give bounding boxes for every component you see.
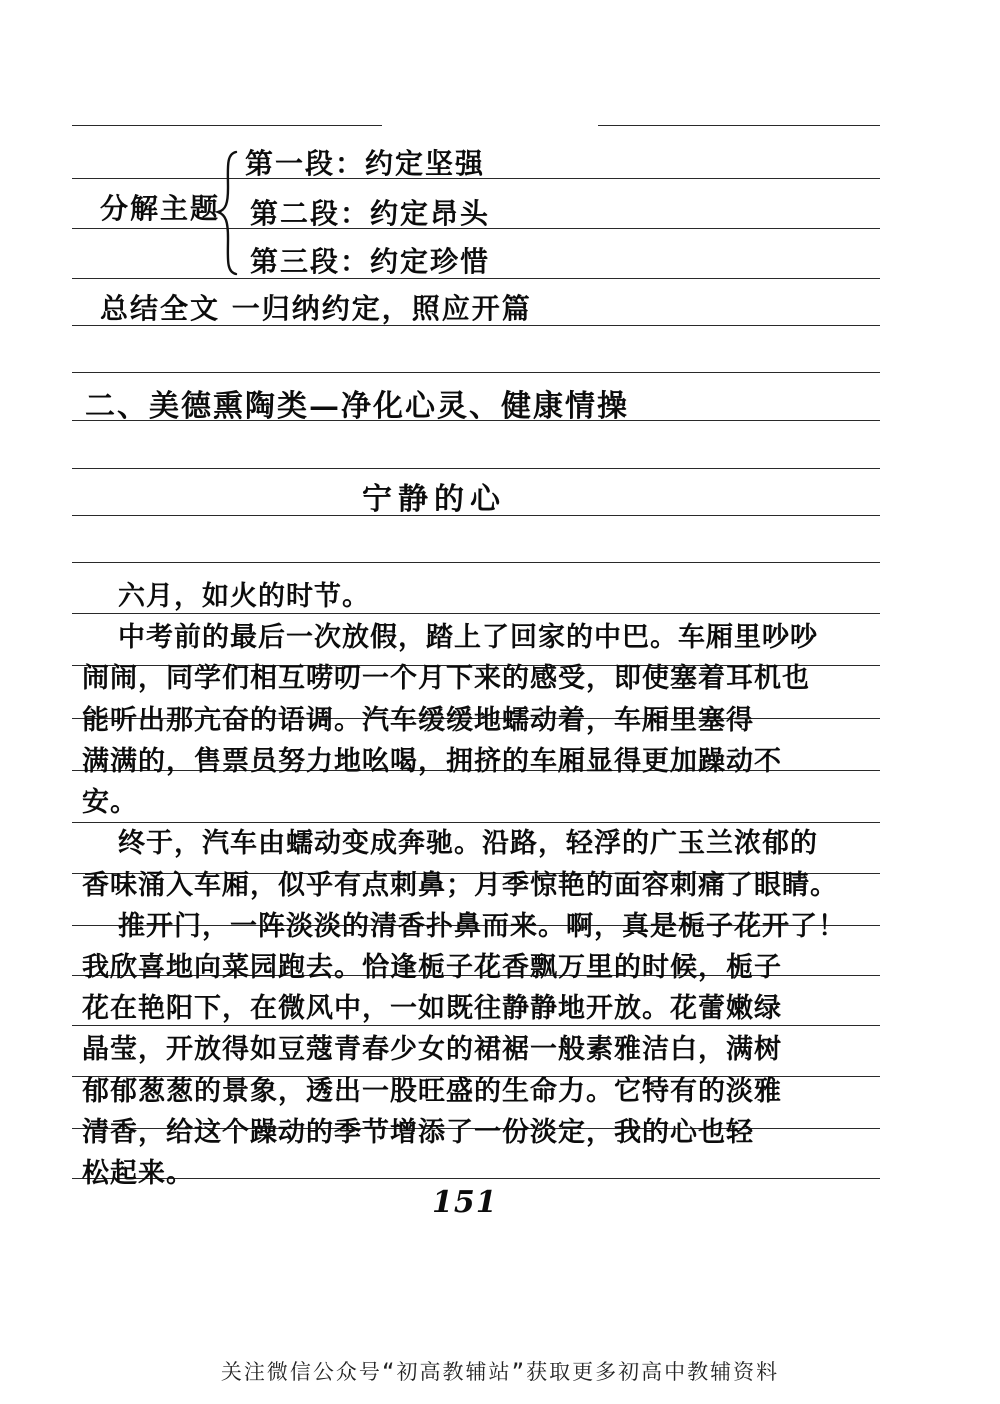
ruled-line bbox=[72, 468, 880, 469]
ruled-line bbox=[72, 822, 880, 823]
essay-line: 松起来。 bbox=[82, 1158, 194, 1189]
essay-line: 终于，汽车由蠕动变成奔驰。沿路，轻浮的广玉兰浓郁的 bbox=[118, 828, 818, 859]
essay-line: 晶莹，开放得如豆蔻青春少女的裙裾一般素雅洁白，满树 bbox=[82, 1034, 782, 1065]
curly-brace-icon bbox=[212, 148, 242, 278]
ruled-line bbox=[72, 125, 382, 126]
essay-line: 闹闹，同学们相互唠叨一个月下来的感受，即使塞着耳机也 bbox=[82, 663, 810, 694]
outline-summary: 总结全文 一归纳约定，照应开篇 bbox=[100, 292, 532, 325]
ruled-line bbox=[72, 278, 880, 279]
outline-branch-1: 第一段：约定坚强 bbox=[245, 147, 486, 180]
footer-note: 关注微信公众号“初高教辅站”获取更多初高中教辅资料 bbox=[220, 1360, 780, 1384]
ruled-line bbox=[72, 562, 880, 563]
essay-line: 六月，如火的时节。 bbox=[118, 581, 370, 612]
ruled-line bbox=[598, 125, 880, 126]
essay-line: 推开门，一阵淡淡的清香扑鼻而来。啊，真是栀子花开了！ bbox=[118, 911, 846, 942]
essay-line: 我欣喜地向菜园跑去。恰逢栀子花香飘万里的时候，栀子 bbox=[82, 952, 782, 983]
page-number: 151 bbox=[432, 1185, 498, 1220]
essay-line: 郁郁葱葱的景象，透出一股旺盛的生命力。它特有的淡雅 bbox=[82, 1076, 782, 1107]
essay-line: 能听出那亢奋的语调。汽车缓缓地蠕动着，车厢里塞得 bbox=[82, 705, 754, 736]
essay-line: 清香，给这个躁动的季节增添了一份淡定，我的心也轻 bbox=[82, 1117, 754, 1148]
outline-branch-2: 第二段：约定昂头 bbox=[250, 197, 491, 230]
ruled-line bbox=[72, 613, 880, 614]
essay-title: 宁静的心 bbox=[362, 482, 506, 517]
essay-line: 中考前的最后一次放假，踏上了回家的中巴。车厢里吵吵 bbox=[118, 622, 818, 653]
ruled-line bbox=[72, 372, 880, 373]
essay-line: 安。 bbox=[82, 787, 138, 818]
outline-branch-title: 分解主题 bbox=[100, 192, 221, 225]
section-heading: 二、美德熏陶类—净化心灵、健康情操 bbox=[85, 389, 629, 424]
ruled-line bbox=[72, 1025, 880, 1026]
essay-line: 花在艳阳下，在微风中，一如既往静静地开放。花蕾嫩绿 bbox=[82, 993, 782, 1024]
ruled-line bbox=[72, 325, 880, 326]
outline-branch-3: 第三段：约定珍惜 bbox=[250, 245, 491, 278]
essay-line: 香味涌入车厢，似乎有点刺鼻；月季惊艳的面容刺痛了眼睛。 bbox=[82, 870, 838, 901]
essay-line: 满满的，售票员努力地吆喝，拥挤的车厢显得更加躁动不 bbox=[82, 746, 782, 777]
